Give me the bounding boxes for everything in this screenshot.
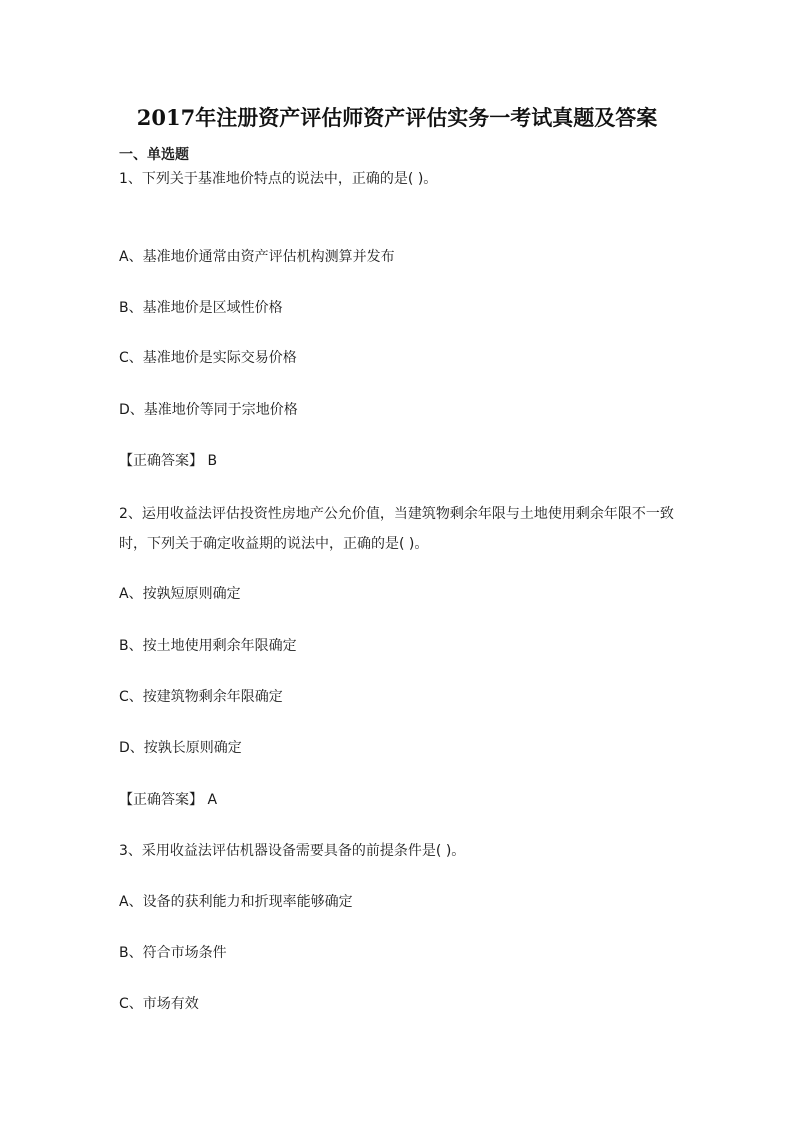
question-2-option-b: B、按土地使用剩余年限确定 — [119, 638, 297, 654]
question-2-option-a: A、按孰短原则确定 — [119, 586, 241, 602]
question-3-option-a: A、设备的获利能力和折现率能够确定 — [119, 894, 353, 910]
question-1-stem: 1、下列关于基准地价特点的说法中，正确的是( )。 — [119, 171, 438, 187]
question-2-answer: 【正确答案】 A — [119, 792, 218, 808]
question-3-stem: 3、采用收益法评估机器设备需要具备的前提条件是( )。 — [119, 843, 466, 859]
question-3-option-b: B、符合市场条件 — [119, 945, 227, 961]
document-title: 2017年注册资产评估师资产评估实务一考试真题及答案 — [136, 105, 658, 130]
question-2-stem-line-2: 时，下列关于确定收益期的说法中，正确的是( )。 — [119, 536, 429, 552]
question-1-option-a: A、基准地价通常由资产评估机构测算并发布 — [119, 249, 395, 265]
question-1-option-d: D、基准地价等同于宗地价格 — [119, 402, 298, 418]
question-2-option-d: D、按孰长原则确定 — [119, 740, 242, 756]
section-heading: 一、单选题 — [119, 147, 189, 163]
question-1-option-c: C、基准地价是实际交易价格 — [119, 350, 297, 366]
question-1-answer: 【正确答案】 B — [119, 453, 218, 469]
question-3-option-c: C、市场有效 — [119, 996, 199, 1012]
question-2-stem-line-1: 2、运用收益法评估投资性房地产公允价值，当建筑物剩余年限与土地使用剩余年限不一致 — [119, 506, 674, 522]
question-1-option-b: B、基准地价是区域性价格 — [119, 300, 283, 316]
question-2-option-c: C、按建筑物剩余年限确定 — [119, 689, 283, 705]
